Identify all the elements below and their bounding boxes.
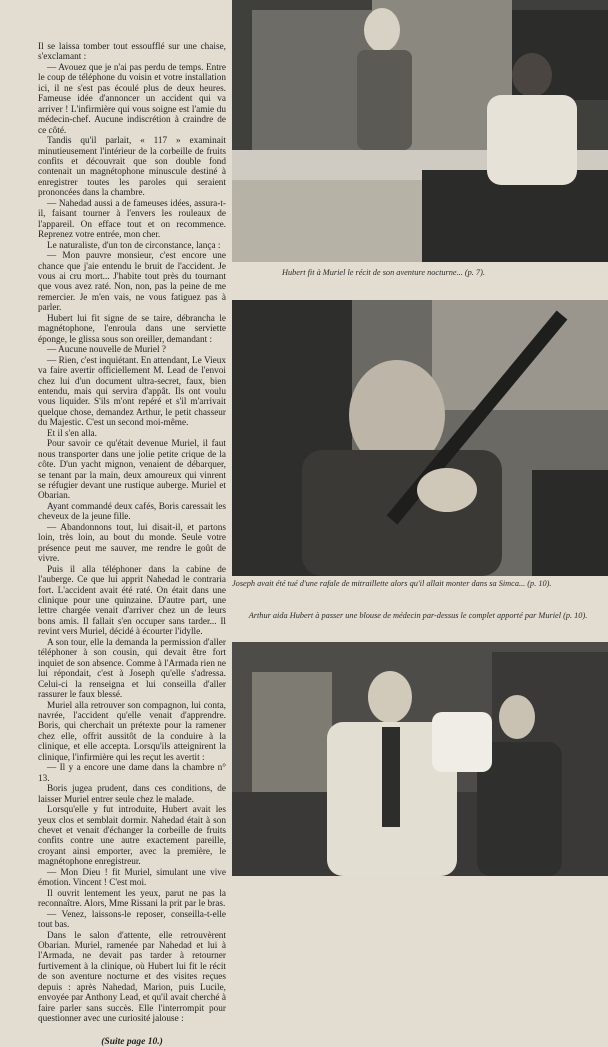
paragraph: Le naturaliste, d'un ton de circonstance, lança : [47, 240, 221, 251]
paragraph: Pour savoir ce qu'était devenue Muriel, il faut nous transporter dans une jolie petite crique de la côte. D'un yacht mignon, venaient de débarquer, se tenant par la main, deux amoureux qui vinrent se réfugier devant une rustique auberge. Muriel et Obarian. [38, 439, 226, 502]
photo-caption: Hubert fit à Muriel le récit de son aventure nocturne... (p. 7). [282, 268, 485, 277]
photo-caption: Joseph avait été tué d'une rafale de mitraillette alors qu'il allait monter dans sa Simca... (p. 10). [232, 579, 552, 588]
article-column [38, 42, 226, 1047]
paragraph: Muriel alla retrouver son compagnon, lui conta, navrée, l'accident qu'elle venait d'apprendre. Boris, qui cherchait un prétexte pour la ramener chez elle, offrit aussitôt de la conduire à la clinique, et elle accepta. Lorsqu'ils atteignirent la clinique, l'infirmière qui les reçut les avertit : [38, 700, 226, 763]
paragraph: Dans le salon d'attente, elle retrouvèrent Obarian. Muriel, ramenée par Nahedad et lui à l'Armada, ne devait pas tarder à retourner furtivement à la clinique, où Hubert lui fit le récit de son aventure nocturne et des visites reçues depuis : après Nahedad, Marion, puis Lucile, envoyée par Anthony Lead, et qu'il avait cherché à faire parler sans succès. Elle l'interrompit pour questionner avec une curiosité jalouse : [38, 930, 226, 1025]
paragraph: Puis il alla téléphoner dans la cabine de l'auberge. Ce que lui apprit Nahedad le contraria fort. L'accident avait été raté. On était dans une clinique pour une quinzaine. D'autre part, une lettre chargée venait d'arriver chez un de leurs bons amis. Il fallait s'en occuper sans tarder... Il revint vers Muriel, décidé à écourter l'idylle. [38, 564, 226, 638]
paragraph: — Il y a encore une dame dans la chambre n° 13. [38, 763, 226, 784]
photo-hospital-room [232, 0, 608, 262]
paragraph: — Nahedad aussi a de fameuses idées, assura-t-il, faisant tourner à l'envers les rouleaux de l'appareil. On efface tout et on recommence. Reprenez votre entrée, mon cher. [38, 198, 226, 241]
paragraph: Il se laissa tomber tout essoufflé sur une chaise, s'exclamant : [38, 42, 226, 63]
photo-caption: Arthur aida Hubert à passer une blouse de médecin par-dessus le complet apporté par Muriel (p. 10). [248, 611, 588, 620]
paragraph: Hubert lui fit signe de se taire, débrancha le magnétophone, l'enroula dans une serviette éponge, le glissa sous son oreiller, demandant : [38, 313, 226, 345]
photo-doctor-coat [232, 642, 608, 876]
photo-doctor-coat-image [232, 642, 608, 876]
paragraph: — Avouez que je n'ai pas perdu de temps. Entre le coup de téléphone du voisin et votre installation ici, il ne s'est pas écoulé plus de deux heures. Fameuse idée d'annoncer un accident qui va arriver ! L'infirmière qui vous soigne est l'amie du médecin-chef. Aucune indiscrétion à craindre de ce côté. [38, 62, 226, 136]
paragraph: Et il s'en alla. [47, 428, 97, 439]
paragraph: — Rien, c'est inquiétant. En attendant, Le Vieux va faire avertir officiellement M. Lead de l'envoi chez lui d'un document ultra-secret, faux, bien entendu, mais qui servira d'appât. Ils ont voulu vous liquider. S'ils m'ont repéré et s'il m'arrivait quelque chose, demandez Arthur, le petit chasseur du Majestic. C'est un second moi-même. [38, 355, 226, 429]
paragraph: — Mon Dieu ! fit Muriel, simulant une vive émotion. Vincent ! C'est moi. [38, 867, 226, 889]
paragraph: — Aucune nouvelle de Muriel ? [47, 345, 166, 356]
paragraph: — Mon pauvre monsieur, c'est encore une chance que j'aie entendu le bruit de l'accident. Je vous ai cru mort... J'habite tout près du tournant que vous avez raté. Non, non, pas la peine de me remercier. Je m'en vais, ne vous fatiguez pas à parler. [38, 251, 226, 314]
paragraph: A son tour, elle la demanda la permission d'aller téléphoner à son cousin, qui devait être fort inquiet de son absence. Comme à l'Armada rien ne lui répondait, c'est à Joseph qu'elle s'adressa. Celui-ci la renseigna et lui conseilla d'aller rassurer le faux blessé. [38, 637, 226, 701]
paragraph: Boris jugea prudent, dans ces conditions, de laisser Muriel entrer seule chez le malade. [38, 784, 226, 805]
paragraph: — Venez, laissons-le reposer, conseilla-t-elle tout bas. [38, 909, 226, 931]
photo-car-shooting [232, 300, 608, 576]
paragraph: Lorsqu'elle y fut introduite, Hubert avait les yeux clos et semblait dormir. Nahedad était à son chevet et venait d'échanger la corbeille de fruits confits contre une autre exactement pareille, croyant ainsi emporter, avec la première, le magnétophone enregistreur. [38, 805, 226, 868]
paragraph: — Abandonnons tout, lui disait-il, et partons loin, très loin, au bout du monde. Seule votre présence peut me sauver, me rendre le goût de vivre. [38, 522, 226, 565]
photo-car-shooting-image [232, 300, 608, 576]
paragraph: Il ouvrit lentement les yeux, parut ne pas la reconnaître. Alors, Mme Rissani la prit par le bras. [38, 888, 226, 910]
photo-hospital-room-image [232, 0, 608, 262]
paragraph: Ayant commandé deux cafés, Boris caressait les cheveux de la jeune fille. [38, 501, 226, 523]
paragraph: Tandis qu'il parlait, « 117 » examinait minutieusement l'intérieur de la corbeille de fruits confits et découvrait que son double fond contenait un magnétophone minuscule destiné à enregistrer toutes les paroles qui seraient prononcées dans la chambre. [38, 136, 226, 199]
continued-note: (Suite page 10.) [101, 1036, 163, 1047]
